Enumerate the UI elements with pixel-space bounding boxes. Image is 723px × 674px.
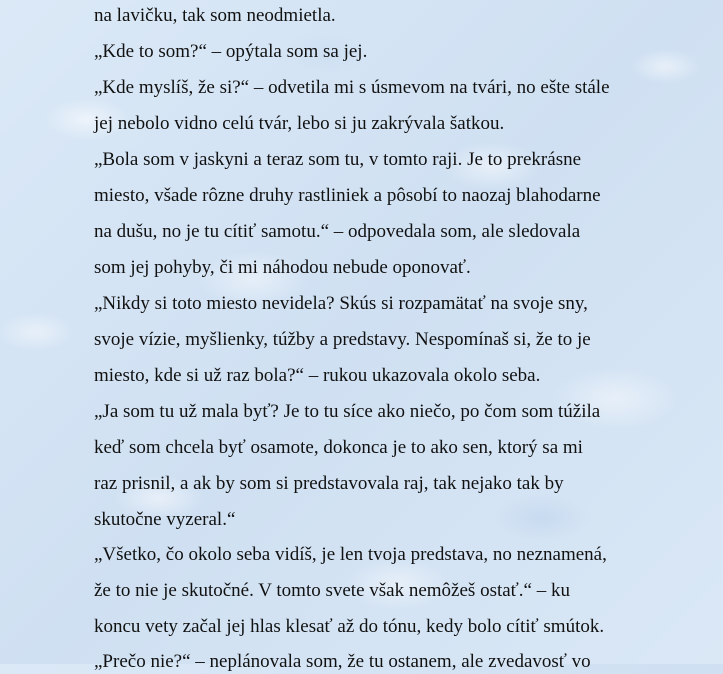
text-line: „Ja som tu už mala byť? Je to tu síce ako niečo, po čom som túžila: [94, 401, 601, 422]
text-line: na lavičku, tak som neodmietla.: [94, 5, 336, 26]
text-line: miesto, všade rôzne druhy rastliniek a pôsobí to naozaj blahodarne: [94, 185, 601, 206]
text-line: „Bola som v jaskyni a teraz som tu, v tomto raji. Je to prekrásne: [94, 149, 582, 170]
text-line: „Všetko, čo okolo seba vidíš, je len tvoja predstava, no neznamená,: [94, 544, 607, 565]
text-line: že to nie je skutočné. V tomto svete však nemôžeš ostať.“ – ku: [94, 580, 570, 601]
text-line: jej nebolo vidno celú tvár, lebo si ju zakrývala šatkou.: [94, 113, 505, 134]
text-line: „Kde myslíš, že si?“ – odvetila mi s úsmevom na tvári, no ešte stále: [94, 77, 610, 98]
text-line: „Kde to som?“ – opýtala som sa jej.: [94, 41, 368, 62]
text-line: svoje vízie, myšlienky, túžby a predstavy. Nespomínaš si, že to je: [94, 329, 591, 350]
text-line: keď som chcela byť osamote, dokonca je to ako sen, ktorý sa mi: [94, 437, 583, 458]
text-line: miesto, kde si už raz bola?“ – rukou ukazovala okolo seba.: [94, 365, 541, 386]
text-line: „Prečo nie?“ – neplánovala som, že tu ostanem, ale zvedavosť vo: [94, 651, 591, 672]
text-line: skutočne vyzeral.“: [94, 509, 236, 530]
text-line: som jej pohyby, či mi náhodou nebude oponovať.: [94, 257, 471, 278]
text-line: „Nikdy si toto miesto nevidela? Skús si rozpamätať na svoje sny,: [94, 293, 588, 314]
text-line: na dušu, no je tu cítiť samotu.“ – odpovedala som, ale sledovala: [94, 221, 581, 242]
text-line: raz prisnil, a ak by som si predstavovala raj, tak nejako tak by: [94, 473, 564, 494]
text-line: koncu vety začal jej hlas klesať až do tónu, kedy bolo cítiť smútok.: [94, 616, 605, 637]
